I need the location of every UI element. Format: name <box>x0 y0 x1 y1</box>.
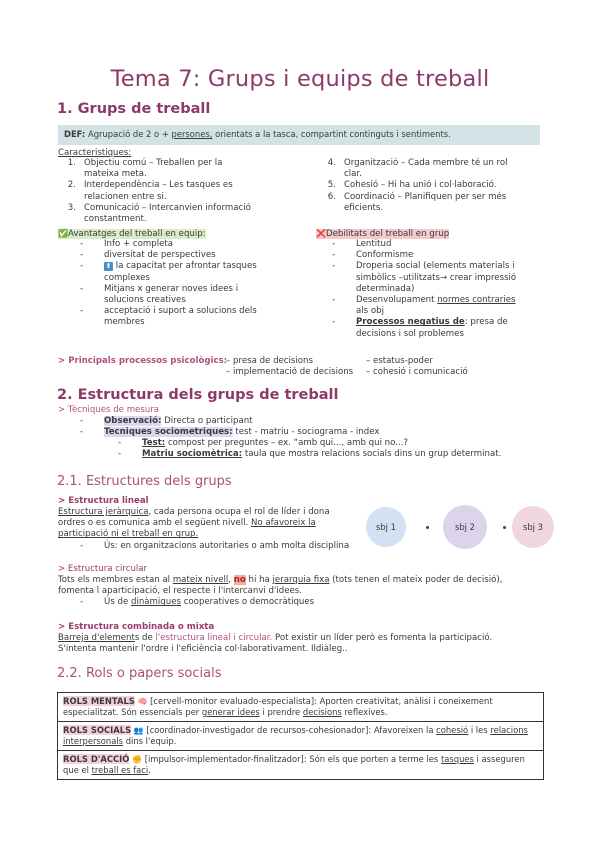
definition-text: DEF: Agrupació de 2 o + persones, orientats a la tasca, compartint continguts i sentiments. <box>64 129 451 139</box>
list-item: 5. Cohesió – Hi ha unió i col·laboració. <box>327 180 497 191</box>
characteristics-list-right <box>318 158 508 214</box>
techniques-label: > Tècniques de mesura <box>58 405 160 415</box>
circular-label: > Estructura circular <box>58 564 148 574</box>
connector-dot <box>503 526 506 529</box>
list-item: - Matriu sociomètrica: taula que mostra relacions socials dins un grup determinat. <box>118 449 502 460</box>
subsection-2-1-heading: 2.1. Estructures dels grups <box>57 474 232 489</box>
advantages-heading: ✅Avantatges del treball en equip: <box>58 229 206 239</box>
definition-label: DEF: <box>64 129 86 139</box>
list-item: - ⬆ la capacitat per afrontar tasques <box>80 261 257 272</box>
list-item: relacionen entre si. <box>84 191 167 202</box>
list-item: - Mitjans x generar noves idees i <box>80 283 239 294</box>
list-item: mateixa meta. <box>84 169 147 180</box>
list-item: - Tecniques sociometriques: test - matriu - sociograma - index <box>80 427 380 438</box>
list-item: als obj <box>356 306 384 317</box>
list-item: 6. Coordinació – Planifiquen per ser més <box>327 191 507 202</box>
weaknesses-heading: ❌Debilitats del treball en grup <box>316 229 450 239</box>
list-item: eficients. <box>344 202 384 213</box>
list-item: complexes <box>104 272 150 283</box>
list-item: 3. Comunicació – Intercanvien informació <box>67 202 251 213</box>
section-1-heading: 1. Grups de treball <box>57 101 211 117</box>
list-item: - Info + completa <box>80 239 174 249</box>
mixed-text: Barreja d'elements de l'estructura lineal i circular. Pot existir un líder però es fomenta la participació. S'intenta mantenir l'ordre i l'eficiència col·laborativament. Ildiàleg.. <box>58 633 493 655</box>
brain-icon: 🧠 <box>137 697 148 706</box>
list-item: membres <box>104 317 145 328</box>
section-2-heading: 2. Estructura dels grups de treball <box>57 387 339 403</box>
list-item: determinada) <box>356 283 415 294</box>
techniques-list <box>80 416 379 438</box>
connector-dot <box>426 526 429 529</box>
list-item: clar. <box>344 169 362 180</box>
list-item: - Desenvolupament normes contraries <box>332 295 516 306</box>
advantages-list <box>80 239 257 329</box>
list-item: solucions creatives <box>104 295 186 306</box>
diagram-node-sbj2: sbj 2 <box>443 505 487 549</box>
characteristics-list-left <box>58 158 251 225</box>
lineal-text: Estructura jeràrquica, cada persona ocupa el rol de líder i dona ordres o es comunica amb el següent nivell. No afavoreix la participació ni el treball en grup. - Ús: en organitzacions autoritaries o amb molta disciplina <box>58 507 350 551</box>
process-item: – cohesió i comunicació <box>366 367 468 377</box>
list-item: - Conformisme <box>332 250 414 261</box>
lineal-label: > Estructura lineal <box>58 496 149 506</box>
list-item: 1. Objectiu comú – Treballen per la <box>67 158 223 168</box>
cross-icon: ❌ <box>316 229 326 238</box>
check-icon: ✅ <box>58 229 68 238</box>
list-item: decisions i sol problemes <box>356 328 464 339</box>
people-icon: 👥 <box>133 726 144 735</box>
diagram-node-sbj1: sbj 1 <box>366 507 406 547</box>
subsection-2-2-heading: 2.2. Rols o papers socials <box>57 666 222 681</box>
process-item: – presa de decisions <box>226 356 313 366</box>
circular-text: Tots els membres estan al mateix nivell, no hi ha jerarquia fixa (tots tenen el mateix poder de decisió), fomenta l aparticipació, el respecte i l'intercanvi d'idees. - Ús de dinàmiques cooperatives o democràtiques <box>58 575 503 608</box>
weaknesses-list <box>332 239 516 340</box>
list-item: - diversitat de perspectives <box>80 250 216 261</box>
roles-row-mental: ROLS MENTALS 🧠 [cervell-monitor evaluado-especialista]: Aporten creativitat, anàlisi i coneixement especialitzat. Són essencials per generar idees i prendre decisions reflexives. <box>58 693 543 722</box>
fist-icon: ✊ <box>132 755 143 764</box>
list-item: - Test: compost per preguntes – ex. “amb qui..., amb qui no...? <box>118 438 408 448</box>
list-item: - Observació: Directa o participant <box>80 416 253 426</box>
mixed-label: > Estructura combinada o mixta <box>58 622 215 632</box>
list-item: constantment. <box>84 214 147 225</box>
list-item: - acceptació i suport a solucions dels <box>80 306 257 317</box>
roles-row-action: ROLS D'ACCIÓ ✊ [impulsor-implementador-finalitzador]: Són els que porten a terme les tasques i asseguren que el treball es faci. <box>63 754 525 775</box>
processes-label: > Principals processos psicològics: <box>58 356 228 366</box>
roles-table <box>57 692 544 780</box>
roles-row-social: ROLS SOCIALS 👥 [coordinador-investigador de recursos-cohesionador]: Afavoreixen la cohesió i les relacions interpersonals dins l'equip. <box>58 722 543 751</box>
arrow-up-icon: ⬆ <box>105 262 112 271</box>
list-item: simbòlics –utilitzats→ crear impressió <box>356 272 517 283</box>
list-item: - Lentitud <box>332 239 392 249</box>
list-item: - Droperia social (elements materials i <box>332 261 515 272</box>
techniques-sublist <box>118 438 501 460</box>
list-item: - Processos negatius de: presa de <box>332 317 508 328</box>
list-item: 4. Organització – Cada membre té un rol <box>327 158 508 168</box>
characteristics-heading: Caracteristiques: <box>58 148 132 158</box>
process-item: – estatus-poder <box>366 356 433 366</box>
page-title: Tema 7: Grups i equips de treball <box>110 66 490 92</box>
list-item: 2. Interdependència – Les tasques es <box>67 180 233 191</box>
process-item: – implementació de decisions <box>226 367 354 377</box>
diagram-node-sbj3: sbj 3 <box>512 506 554 548</box>
